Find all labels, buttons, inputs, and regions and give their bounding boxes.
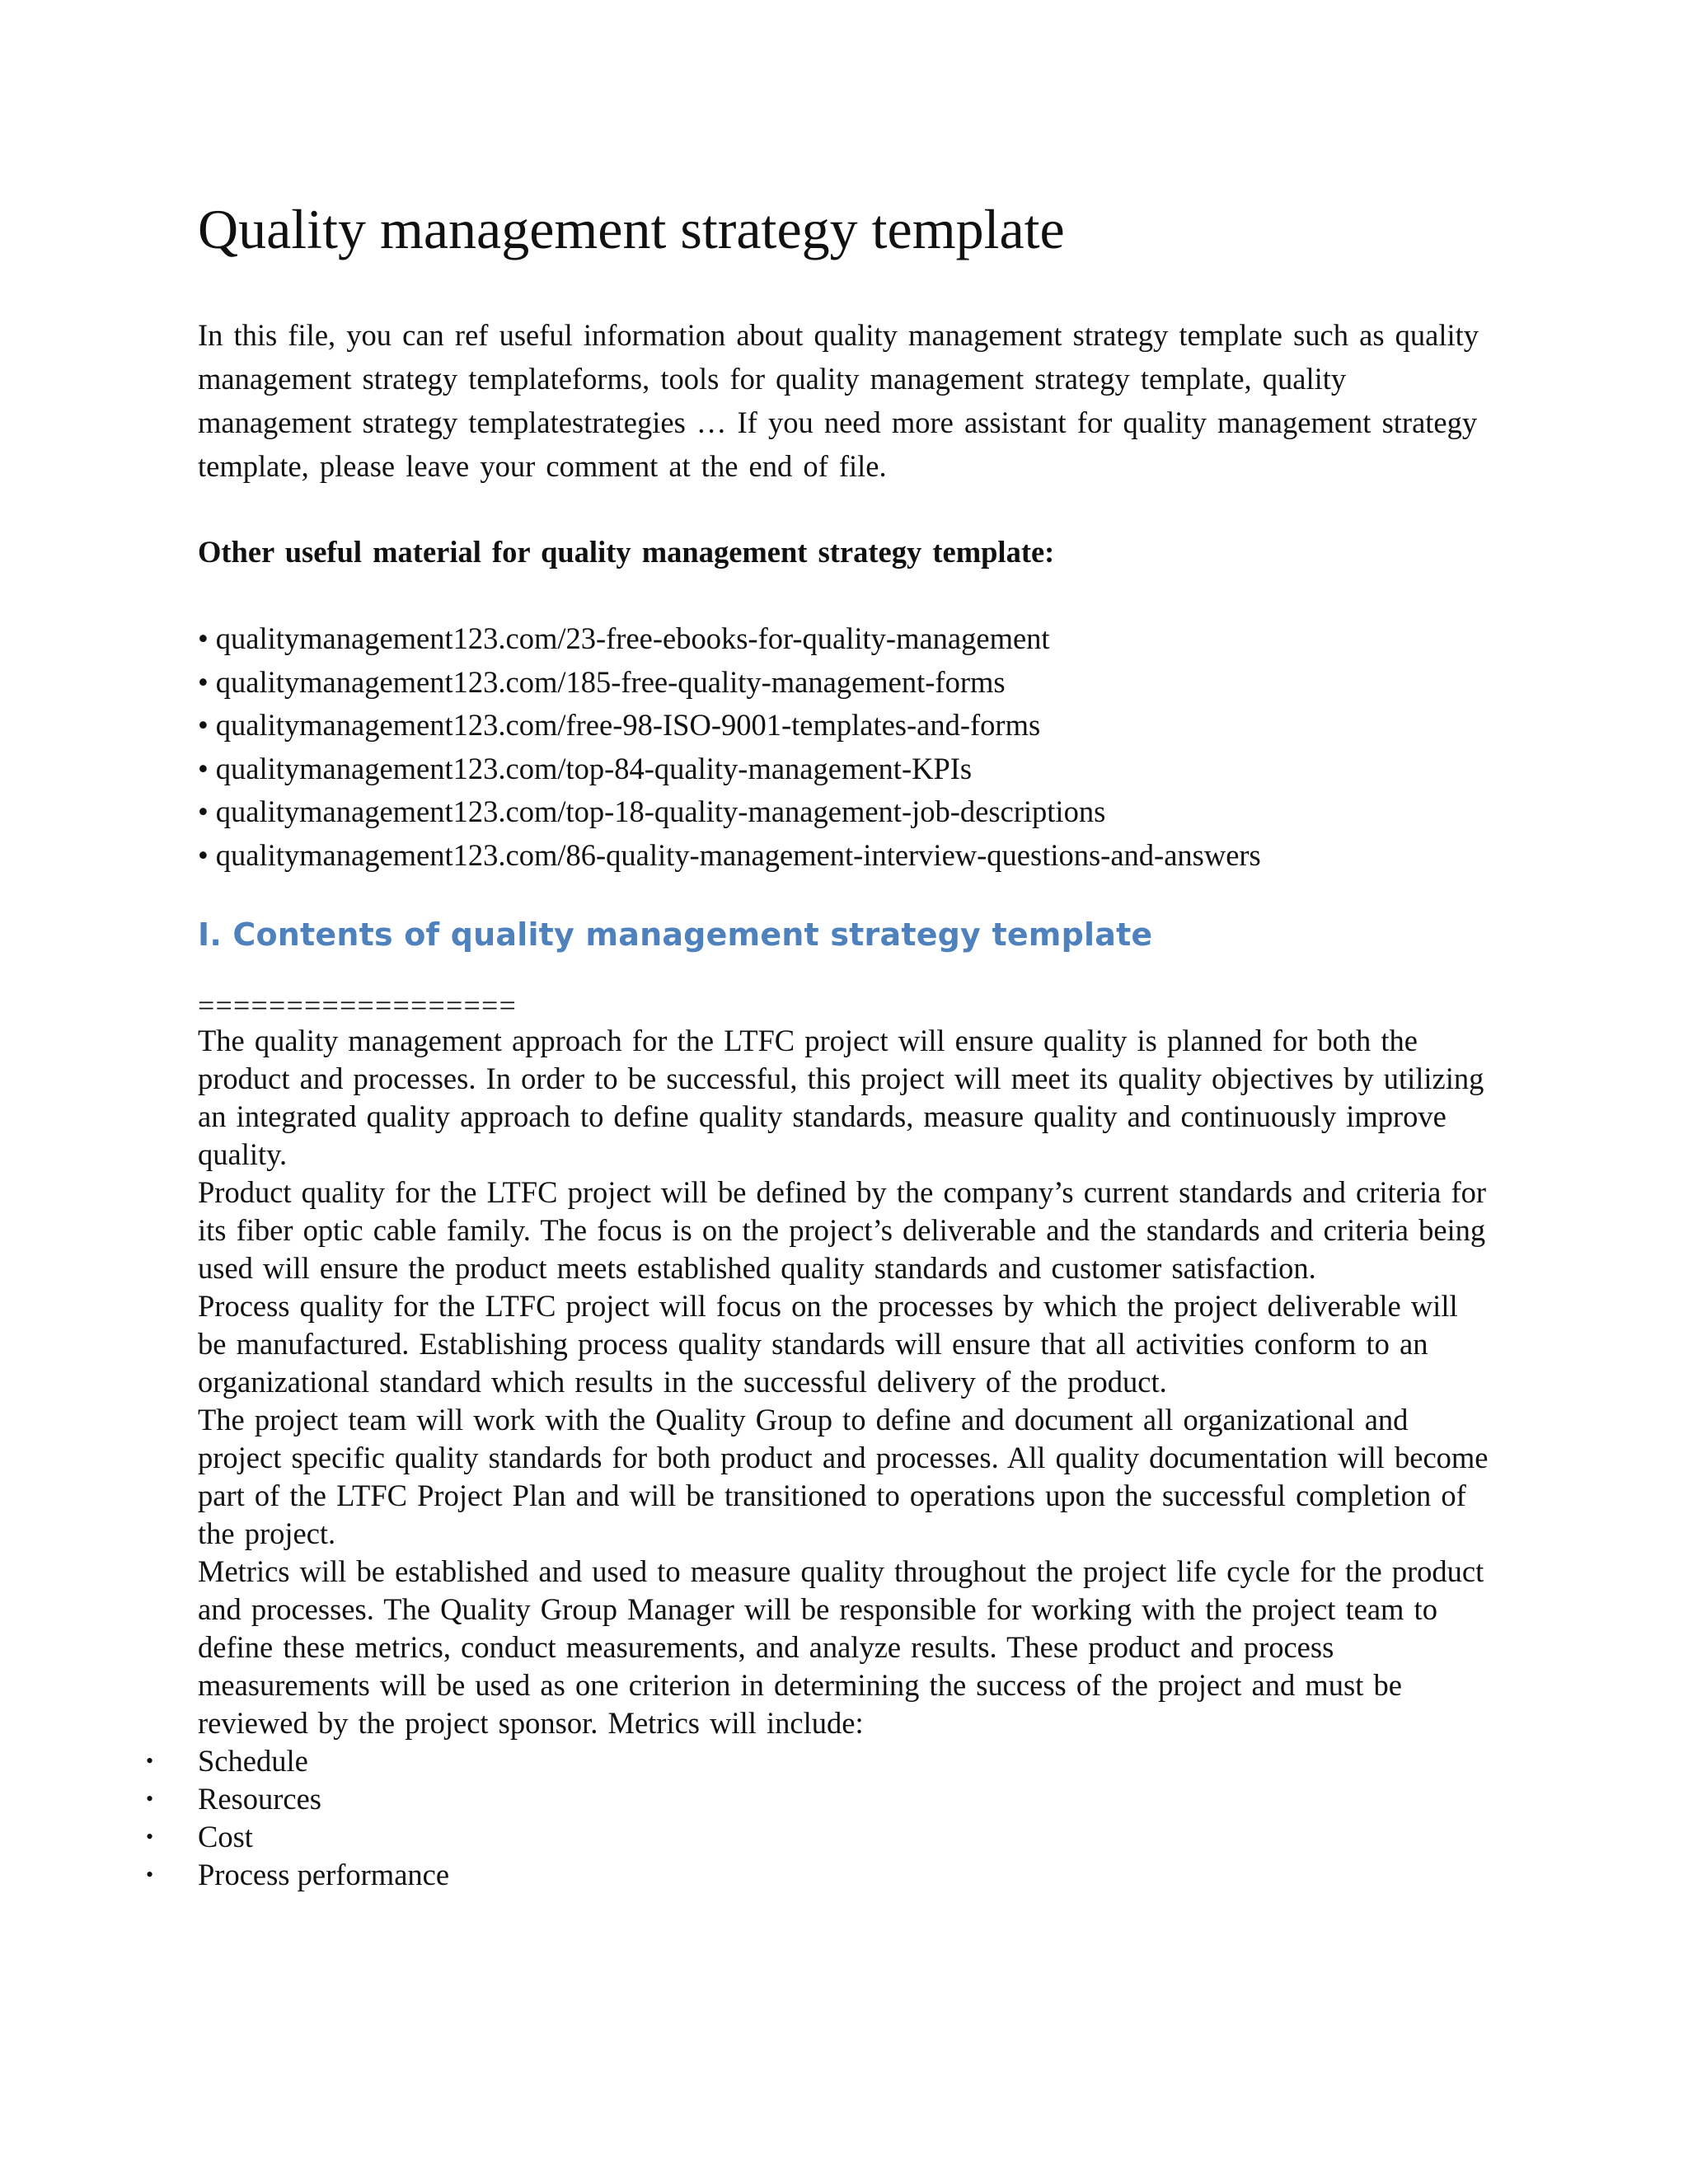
document-body — [146, 194, 1492, 1894]
body-paragraph: The quality management approach for the LTFC project will ensure quality is planned for both the product and processes. In order to be successful, this project will meet its quality objectives by utilizing an integrated quality approach to define quality standards, measure quality and continuously improve quality. — [198, 1024, 1484, 1171]
body-paragraph: Product quality for the LTFC project will be defined by the company’s current standards and criteria for its fiber optic cable family. The focus is on the project’s deliverable and the standards and criteria being used will ensure the product meets established quality standards and customer satisfaction. — [198, 1175, 1486, 1285]
bullet-icon: • — [146, 1787, 154, 1811]
metric-label: Schedule — [198, 1744, 308, 1778]
bullet-icon: • — [198, 794, 209, 828]
bullet-icon: • — [198, 837, 209, 872]
list-item — [146, 1742, 1492, 1780]
link-item[interactable] — [198, 661, 1492, 705]
bullet-icon: • — [146, 1863, 154, 1886]
link-text[interactable]: qualitymanagement123.com/86-quality-management-interview-questions-and-answers — [215, 837, 1261, 872]
bullet-icon: • — [198, 751, 209, 785]
metric-label: Process performance — [198, 1858, 450, 1891]
useful-links-list — [198, 617, 1492, 877]
link-text[interactable]: qualitymanagement123.com/free-98-ISO-9001-templates-and-forms — [215, 708, 1041, 742]
body-paragraph: Process quality for the LTFC project will focus on the processes by which the project deliverable will be manufactured. Establishing process quality standards will ensure that all activities conform to an organizational standard which results in the successful delivery of the product. — [198, 1289, 1458, 1399]
section-heading-contents: I. Contents of quality management strategy template — [198, 916, 1153, 953]
list-item — [146, 1818, 1492, 1856]
bullet-icon: • — [198, 664, 209, 699]
bullet-icon: • — [146, 1825, 154, 1849]
page-title: Quality management strategy template — [198, 198, 1065, 260]
bullet-icon: • — [198, 708, 209, 742]
link-item[interactable] — [198, 704, 1492, 748]
list-item — [146, 1780, 1492, 1818]
intro-paragraph: In this file, you can ref useful information about quality management strategy template such as quality management strategy templateforms, tools for quality management strategy template, quality management strategy templatestrategies … If you need more assistant for quality management strategy template, please leave your comment at the end of file. — [198, 318, 1479, 483]
useful-material-heading: Other useful material for quality management strategy template: — [198, 535, 1055, 569]
link-text[interactable]: qualitymanagement123.com/top-18-quality-management-job-descriptions — [215, 794, 1106, 828]
link-item[interactable] — [198, 617, 1492, 661]
link-text[interactable]: qualitymanagement123.com/top-84-quality-management-KPIs — [215, 751, 973, 785]
link-text[interactable]: qualitymanagement123.com/23-free-ebooks-for-quality-management — [215, 621, 1050, 655]
body-paragraph: The project team will work with the Quality Group to define and document all organizational and project specific quality standards for both product and processes. All quality documentation will become part of the LTFC Project Plan and will be transitioned to operations upon the successful completion of the project. — [198, 1403, 1489, 1550]
bullet-icon: • — [146, 1749, 154, 1773]
bullet-icon: • — [198, 621, 209, 655]
link-item[interactable] — [198, 748, 1492, 791]
link-item[interactable] — [198, 834, 1492, 878]
separator-line: ================== — [198, 989, 518, 1022]
metric-label: Resources — [198, 1782, 322, 1816]
list-item — [146, 1856, 1492, 1894]
link-text[interactable]: qualitymanagement123.com/185-free-quality-management-forms — [215, 664, 1006, 699]
link-item[interactable] — [198, 790, 1492, 834]
metrics-list — [146, 1742, 1492, 1894]
body-paragraph: Metrics will be established and used to measure quality throughout the project life cycle for the product and processes. The Quality Group Manager will be responsible for working with the project team to define these metrics, conduct measurements, and analyze results. These product and process measurements will be used as one criterion in determining the success of the project and must be reviewed by the project sponsor. Metrics will include: — [198, 1554, 1484, 1740]
metric-label: Cost — [198, 1820, 253, 1854]
